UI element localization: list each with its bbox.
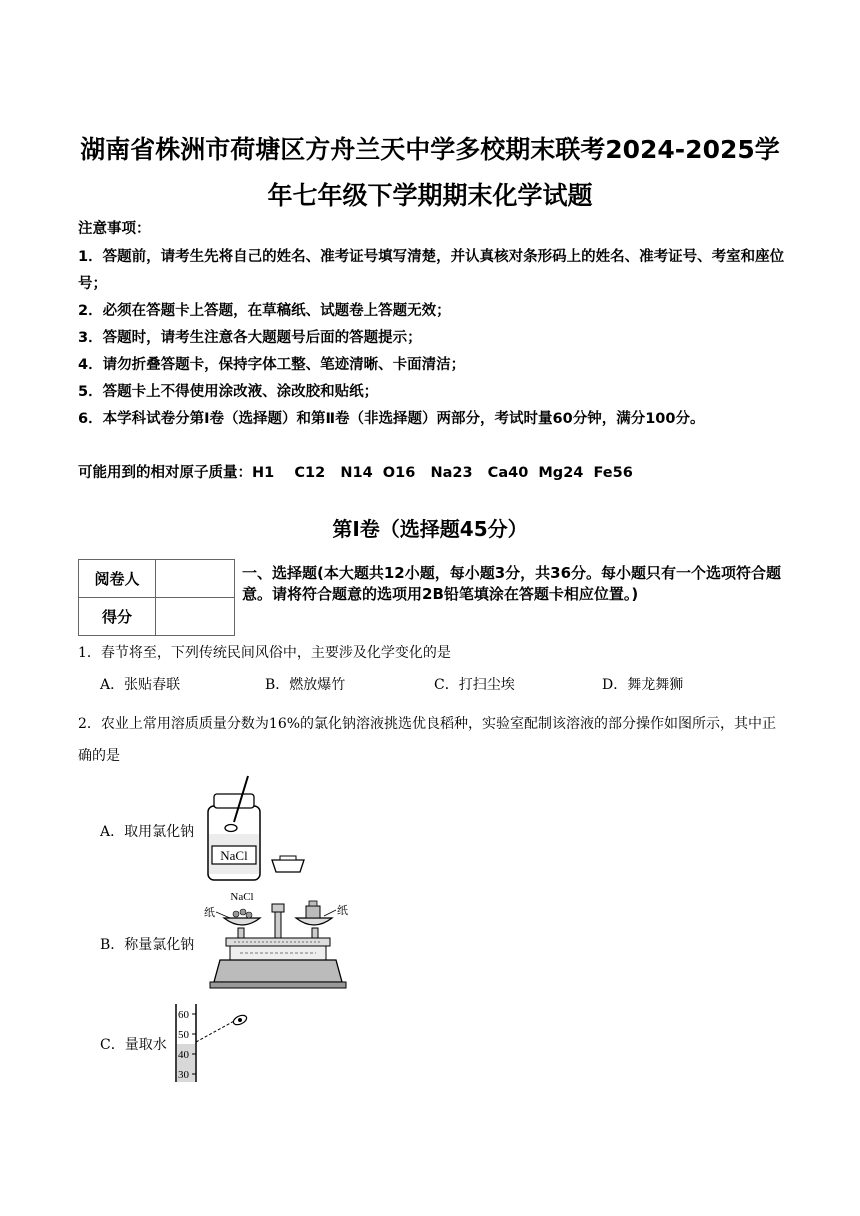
cylinder-tick-40: 40: [178, 1049, 189, 1061]
q2-option-b: B．称量氯化钠: [100, 937, 195, 953]
balance-nacl-label: NaCl: [230, 891, 254, 903]
notice-heading: 注意事项：: [78, 221, 151, 237]
reagent-bottle-figure: [200, 772, 310, 884]
q2-option-c: C．量取水: [100, 1037, 167, 1053]
cylinder-tick-60: 60: [178, 1009, 189, 1021]
notice-item-5: 5．答题卡上不得使用涂改液、涂改胶和贴纸；: [78, 384, 379, 400]
q1-option-b: B．燃放爆竹: [265, 677, 346, 693]
exam-title-line2: 年七年级下学期期末化学试题: [267, 181, 593, 210]
grader-table: [78, 559, 235, 636]
balance-paper-right: 纸: [337, 904, 348, 917]
bottle-label: NaCl: [220, 848, 248, 863]
graduated-cylinder-figure: [172, 1002, 252, 1086]
q1-option-d: D．舞龙舞狮: [602, 677, 684, 693]
cylinder-tick-30: 30: [178, 1069, 189, 1081]
balance-paper-left: 纸: [204, 906, 215, 919]
atomic-masses: 可能用到的相对原子质量：H1 C12 N14 O16 Na23 Ca40 Mg24 Fe56: [78, 465, 633, 481]
part1-instruction: 一、选择题(本大题共12小题，每小题3分，共36分。每小题只有一个选项符合题意。请将符合题意的选项用2B铅笔填涂在答题卡相应位置。): [242, 564, 782, 603]
score-cell: [156, 598, 235, 636]
score-label: 得分: [79, 598, 156, 636]
balance-figure: [200, 888, 352, 992]
notice-item-4: 4．请勿折叠答题卡，保持字体工整、笔迹清晰、卡面清洁；: [78, 357, 466, 373]
q1-option-c: C．打扫尘埃: [434, 677, 515, 693]
reviewer-label: 阅卷人: [79, 560, 156, 598]
q2-option-a: A．取用氯化钠: [100, 824, 195, 840]
cylinder-tick-50: 50: [178, 1029, 189, 1041]
question-1-stem: 1．春节将至，下列传统民间风俗中，主要涉及化学变化的是: [78, 645, 451, 661]
exam-title-line1: 湖南省株洲市荷塘区方舟兰天中学多校期末联考2024-2025学: [80, 135, 780, 164]
q1-option-a: A．张贴春联: [100, 677, 181, 693]
notice-item-2: 2．必须在答题卡上答题，在草稿纸、试题卷上答题无效；: [78, 303, 451, 319]
section-title: 第Ⅰ卷（选择题45分）: [332, 517, 528, 541]
notice-item-1: 1．答题前，请考生先将自己的姓名、准考证号填写清楚，并认真核对条形码上的姓名、准考证号、考室和座位号；: [78, 249, 785, 292]
notice-item-6: 6．本学科试卷分第Ⅰ卷（选择题）和第Ⅱ卷（非选择题）两部分，考试时量60分钟，满分100分。: [78, 411, 705, 427]
notice-item-3: 3．答题时，请考生注意各大题题号后面的答题提示；: [78, 330, 422, 346]
question-2-stem: 2．农业上常用溶质质量分数为16%的氯化钠溶液挑选优良稻种，实验室配制该溶液的部分操作如图所示，其中正确的是: [78, 716, 777, 764]
reviewer-cell: [156, 560, 235, 598]
